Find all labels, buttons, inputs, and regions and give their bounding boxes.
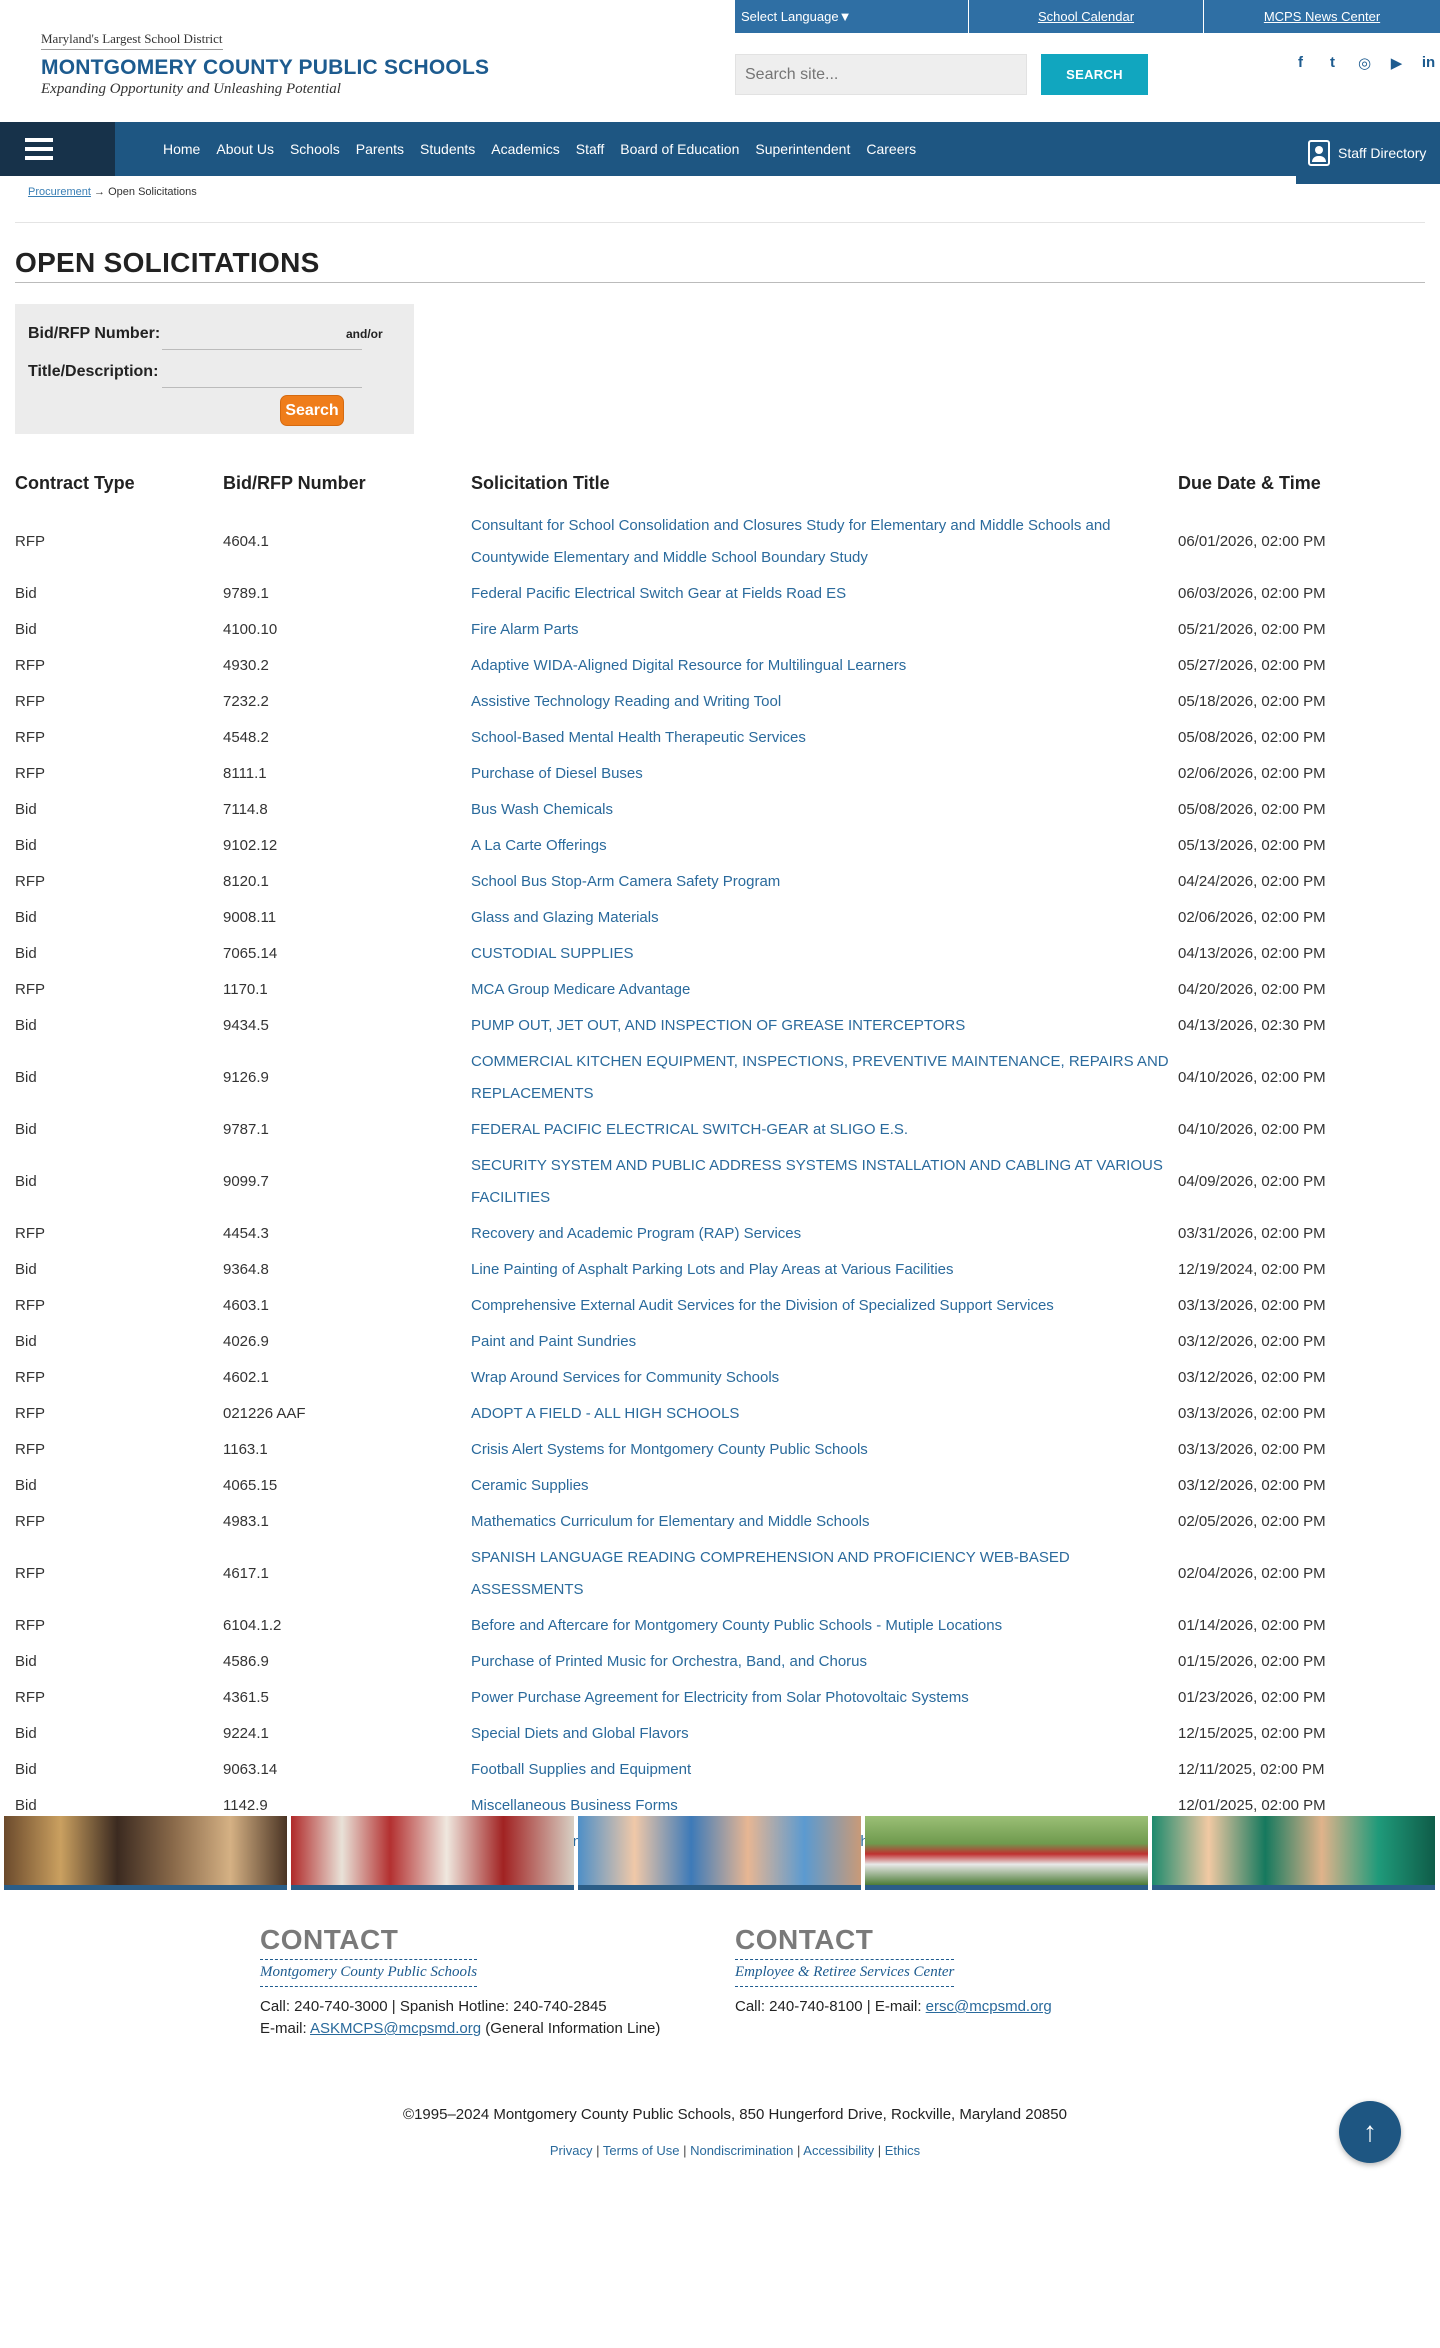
breadcrumb — [28, 186, 197, 198]
staff-directory-button[interactable] — [1296, 122, 1440, 184]
contract-type-cell: RFP — [15, 1441, 45, 1458]
logo-name: MONTGOMERY COUNTY PUBLIC SCHOOLS — [41, 56, 490, 79]
askmcps-email-link[interactable]: ASKMCPS@mcpsmd.org — [310, 2020, 482, 2037]
bid-number-cell: 7114.8 — [223, 801, 268, 818]
contract-type-cell: RFP — [15, 693, 45, 710]
bid-number-cell: 4930.2 — [223, 657, 269, 674]
contract-type-cell: RFP — [15, 981, 45, 998]
due-date-cell: 04/09/2026, 02:00 PM — [1178, 1173, 1326, 1190]
back-to-top-button[interactable] — [1339, 2101, 1401, 2163]
nav-schools[interactable]: Schools — [289, 141, 340, 157]
solicitations-table — [15, 458, 1425, 1860]
table-header-row — [15, 458, 1425, 508]
site-search-input[interactable] — [735, 54, 1027, 95]
title-description-input[interactable] — [162, 362, 362, 388]
due-date-cell: 04/24/2026, 02:00 PM — [1178, 873, 1326, 890]
due-date-cell: 04/13/2026, 02:00 PM — [1178, 945, 1326, 962]
table-row — [15, 1288, 1425, 1324]
due-date-cell: 02/05/2026, 02:00 PM — [1178, 1513, 1326, 1530]
contact-card-icon — [1308, 140, 1330, 166]
solicitation-title-text[interactable]: Bus Wash Chemicals — [471, 801, 613, 818]
social-links — [1292, 54, 1437, 72]
solicitation-title-text[interactable]: SECURITY SYSTEM AND PUBLIC ADDRESS SYSTEMS INSTALLATION AND CABLING AT VARIOUS FACILITIES — [471, 1157, 1163, 1206]
hamburger-icon — [25, 138, 53, 160]
solicitation-title-link[interactable] — [471, 828, 1178, 864]
solicitation-title-text[interactable]: Fire Alarm Parts — [471, 621, 579, 638]
nav-staff[interactable]: Staff — [575, 141, 605, 157]
kids-photo — [578, 1816, 861, 1890]
bid-number-cell: 1163.1 — [223, 1441, 268, 1458]
solicitation-title-text[interactable]: A La Carte Offerings — [471, 837, 607, 854]
contact-org-name: Employee & Retiree Services Center — [735, 1959, 954, 1987]
divider — [15, 222, 1425, 223]
contract-type-cell: Bid — [15, 801, 37, 818]
main-nav — [0, 122, 1440, 176]
bid-number-cell: 9126.9 — [223, 1069, 269, 1086]
solicitation-title-link[interactable] — [471, 1752, 1178, 1788]
contract-type-cell: Bid — [15, 1653, 37, 1670]
solicitation-title-link[interactable] — [471, 720, 1178, 756]
athletics-photo — [865, 1816, 1148, 1890]
nav-board-of-education[interactable]: Board of Education — [620, 141, 740, 157]
bid-number-cell: 4100.10 — [223, 621, 278, 638]
contact-org-name: Montgomery County Public Schools — [260, 1959, 477, 1987]
due-date-cell: 05/21/2026, 02:00 PM — [1178, 621, 1326, 638]
solicitation-title-text[interactable]: PUMP OUT, JET OUT, AND INSPECTION OF GREASE INTERCEPTORS — [471, 1017, 966, 1034]
contract-type-cell: RFP — [15, 1405, 45, 1422]
solicitation-title-text[interactable]: Power Purchase Agreement for Electricity from Solar Photovoltaic Systems — [471, 1689, 969, 1706]
bid-number-cell: 9224.1 — [223, 1725, 269, 1742]
contract-type-cell: RFP — [15, 1297, 45, 1314]
due-date-cell: 05/27/2026, 02:00 PM — [1178, 657, 1326, 674]
table-row — [15, 508, 1425, 576]
solicitation-title-text[interactable]: CUSTODIAL SUPPLIES — [471, 945, 634, 962]
solicitation-title-text[interactable]: Miscellaneous Business Forms — [471, 1797, 678, 1814]
bid-number-cell: 8120.1 — [223, 873, 269, 890]
table-row — [15, 1252, 1425, 1288]
table-row — [15, 1216, 1425, 1252]
bid-number-cell: 7232.2 — [223, 693, 269, 710]
contract-type-cell: Bid — [15, 1725, 37, 1742]
table-row — [15, 1324, 1425, 1360]
due-date-cell: 03/12/2026, 02:00 PM — [1178, 1369, 1326, 1386]
solicitation-title-text[interactable]: SPANISH LANGUAGE READING COMPREHENSION AND PROFICIENCY WEB-BASED ASSESSMENTS — [471, 1549, 1070, 1598]
due-date-cell: 04/10/2026, 02:00 PM — [1178, 1121, 1326, 1138]
table-row — [15, 1752, 1425, 1788]
fans-photo — [1152, 1816, 1435, 1890]
solicitation-title-text[interactable]: MCA Group Medicare Advantage — [471, 981, 691, 998]
table-row — [15, 828, 1425, 864]
due-date-cell: 05/08/2026, 02:00 PM — [1178, 729, 1326, 746]
bid-number-cell: 1142.9 — [223, 1797, 268, 1814]
due-date-cell: 03/12/2026, 02:00 PM — [1178, 1477, 1326, 1494]
bid-number-cell: 6104.1.2 — [223, 1617, 282, 1634]
bid-number-cell: 4604.1 — [223, 533, 269, 550]
mcps-logo[interactable] — [41, 30, 489, 98]
solicitation-title-link[interactable] — [471, 1044, 1178, 1112]
due-date-cell: 01/15/2026, 02:00 PM — [1178, 1653, 1326, 1670]
bid-number-cell: 1170.1 — [223, 981, 268, 998]
solicitation-title-text[interactable]: Comprehensive External Audit Services for the Division of Specialized Support Services — [471, 1297, 1054, 1314]
contact-phone: Call: 240-740-3000 | Spanish Hotline: 240-740-2845 — [260, 1998, 607, 2015]
table-row — [15, 1504, 1425, 1540]
bid-number-cell: 9789.1 — [223, 585, 269, 602]
solicitation-title-text[interactable]: Special Diets and Global Flavors — [471, 1725, 689, 1742]
nav-academics[interactable]: Academics — [491, 141, 560, 157]
photo-strip — [4, 1816, 1440, 1890]
breadcrumb-current: Open Solicitations — [108, 186, 197, 198]
bid-number-cell: 9364.8 — [223, 1261, 269, 1278]
legal-separator: | — [874, 2143, 885, 2158]
header-solicitation-title[interactable]: Solicitation Title — [471, 472, 610, 493]
solicitation-title-link[interactable] — [471, 1324, 1178, 1360]
nav-home[interactable]: Home — [163, 141, 201, 157]
solicitation-title-link[interactable] — [471, 900, 1178, 936]
solicitation-title-link[interactable] — [471, 1716, 1178, 1752]
solicitation-title-link[interactable] — [471, 1468, 1178, 1504]
solicitation-title-text[interactable]: Adaptive WIDA-Aligned Digital Resource for Multilingual Learners — [471, 657, 907, 674]
solicitation-title-link[interactable] — [471, 648, 1178, 684]
due-date-cell: 06/01/2026, 02:00 PM — [1178, 533, 1326, 550]
solicitation-title-text[interactable]: Purchase of Diesel Buses — [471, 765, 643, 782]
due-date-cell: 12/19/2024, 02:00 PM — [1178, 1261, 1326, 1278]
solicitation-title-text[interactable]: Assistive Technology Reading and Writing Tool — [471, 693, 782, 710]
solicitation-title-link[interactable] — [471, 972, 1178, 1008]
contract-type-cell: RFP — [15, 1369, 45, 1386]
table-row — [15, 1112, 1425, 1148]
solicitation-title-text[interactable]: Mathematics Curriculum for Elementary and Middle Schools — [471, 1513, 870, 1530]
due-date-cell: 04/13/2026, 02:30 PM — [1178, 1017, 1326, 1034]
due-date-cell: 01/14/2026, 02:00 PM — [1178, 1617, 1326, 1634]
due-date-cell: 05/13/2026, 02:00 PM — [1178, 837, 1326, 854]
due-date-cell: 12/01/2025, 02:00 PM — [1178, 1797, 1326, 1814]
nav-about-us[interactable]: About Us — [216, 141, 274, 157]
bid-number-cell: 4603.1 — [223, 1297, 269, 1314]
solicitation-title-text[interactable]: Before and Aftercare for Montgomery County Public Schools - Mutiple Locations — [471, 1617, 1003, 1634]
nav-superintendent[interactable]: Superintendent — [755, 141, 851, 157]
marching-band-photo — [291, 1816, 574, 1890]
bid-number-cell: 4361.5 — [223, 1689, 269, 1706]
table-row — [15, 720, 1425, 756]
header-bid-number[interactable]: Bid/RFP Number — [223, 472, 366, 493]
solicitation-title-link[interactable] — [471, 1008, 1178, 1044]
bid-number-label: Bid/RFP Number: — [28, 325, 161, 342]
solicitation-title-text[interactable]: Wrap Around Services for Community Schools — [471, 1369, 780, 1386]
privacy-link[interactable]: Privacy — [549, 2143, 593, 2158]
bid-number-cell: 9434.5 — [223, 1017, 269, 1034]
solicitation-title-text[interactable]: FEDERAL PACIFIC ELECTRICAL SWITCH-GEAR at SLIGO E.S. — [471, 1121, 909, 1138]
contract-type-cell: Bid — [15, 1173, 37, 1190]
due-date-cell: 01/23/2026, 02:00 PM — [1178, 1689, 1326, 1706]
breadcrumb-separator: → — [94, 186, 106, 198]
page-title: OPEN SOLICITATIONS — [15, 247, 320, 278]
breadcrumb-procurement-link[interactable]: Procurement — [28, 186, 91, 198]
contract-type-cell: RFP — [15, 873, 45, 890]
news-center-link[interactable]: MCPS News Center — [1204, 0, 1440, 33]
bid-number-cell: 4454.3 — [223, 1225, 269, 1242]
contract-type-cell: RFP — [15, 1225, 45, 1242]
title-underline — [15, 282, 1425, 283]
solicitation-title-text[interactable]: Federal Pacific Electrical Switch Gear at Fields Road ES — [471, 585, 847, 602]
bid-number-cell: 4026.9 — [223, 1333, 269, 1350]
solicitation-title-link[interactable] — [471, 612, 1178, 648]
due-date-cell: 05/18/2026, 02:00 PM — [1178, 693, 1326, 710]
table-row — [15, 684, 1425, 720]
contract-type-cell: Bid — [15, 621, 37, 638]
table-row — [15, 612, 1425, 648]
contact-heading: CONTACT — [260, 1924, 399, 1955]
solicitation-title-text[interactable]: Consultant for School Consolidation and Closures Study for Elementary and Middle Schools and Countywide Elementary and Middle School Boundary Study — [471, 517, 1111, 566]
bid-number-cell: 4548.2 — [223, 729, 269, 746]
contract-type-cell: RFP — [15, 533, 45, 550]
solicitation-title-text[interactable]: Recovery and Academic Program (RAP) Services — [471, 1225, 802, 1242]
solicitation-title-text[interactable]: School-Based Mental Health Therapeutic Services — [471, 729, 806, 746]
contract-type-cell: Bid — [15, 837, 37, 854]
solicitation-title-link[interactable] — [471, 1396, 1178, 1432]
due-date-cell: 12/11/2025, 02:00 PM — [1178, 1761, 1325, 1778]
solicitation-title-text[interactable]: Line Painting of Asphalt Parking Lots and Play Areas at Various Facilities — [471, 1261, 954, 1278]
solicitation-title-text[interactable]: Paint and Paint Sundries — [471, 1333, 637, 1350]
terms-link[interactable]: Terms of Use — [602, 2143, 680, 2158]
solicitation-title-link[interactable] — [471, 1540, 1178, 1608]
table-row — [15, 900, 1425, 936]
bid-number-cell: 4617.1 — [223, 1565, 269, 1582]
table-row — [15, 1044, 1425, 1112]
site-header — [0, 0, 1440, 122]
bid-number-cell: 4602.1 — [223, 1369, 269, 1386]
solicitation-filter-form — [15, 304, 414, 434]
solicitation-title-link[interactable] — [471, 1112, 1178, 1148]
solicitation-title-link[interactable] — [471, 508, 1178, 576]
solicitation-title-link[interactable] — [471, 1288, 1178, 1324]
accessibility-link[interactable]: Accessibility — [803, 2143, 875, 2158]
solicitation-title-link[interactable] — [471, 1216, 1178, 1252]
due-date-cell: 03/13/2026, 02:00 PM — [1178, 1405, 1326, 1422]
twitter-icon[interactable]: t — [1330, 54, 1335, 71]
due-date-cell: 04/10/2026, 02:00 PM — [1178, 1069, 1326, 1086]
email-suffix: (General Information Line) — [481, 2020, 661, 2037]
arrow-up-icon: ↑ — [1363, 2116, 1377, 2147]
table-row — [15, 1008, 1425, 1044]
hamburger-menu-button[interactable] — [0, 122, 115, 176]
contract-type-cell: Bid — [15, 1761, 37, 1778]
solicitation-title-text[interactable]: School Bus Stop-Arm Camera Safety Program — [471, 873, 781, 890]
table-row — [15, 972, 1425, 1008]
table-row — [15, 864, 1425, 900]
solicitation-title-text[interactable]: COMMERCIAL KITCHEN EQUIPMENT, INSPECTIONS, PREVENTIVE MAINTENANCE, REPAIRS AND REPLACEMENTS — [471, 1053, 1169, 1102]
youtube-icon[interactable]: ▶ — [1390, 55, 1403, 72]
solicitation-title-link[interactable] — [471, 1644, 1178, 1680]
school-calendar-link[interactable]: School Calendar — [969, 0, 1204, 33]
staff-directory-label: Staff Directory — [1338, 145, 1427, 161]
legal-separator: | — [592, 2143, 603, 2158]
table-row — [15, 648, 1425, 684]
due-date-cell: 06/03/2026, 02:00 PM — [1178, 585, 1326, 602]
instagram-icon[interactable]: ◎ — [1357, 55, 1372, 72]
linkedin-icon[interactable]: in — [1421, 54, 1436, 71]
solicitation-title-link[interactable] — [471, 936, 1178, 972]
table-row — [15, 1468, 1425, 1504]
contact-details — [735, 1996, 1052, 2018]
top-utility-bar — [735, 0, 1440, 33]
title-description-label: Title/Description: — [28, 363, 159, 380]
bid-number-cell: 9008.11 — [223, 909, 277, 926]
table-row — [15, 1608, 1425, 1644]
table-row — [15, 1360, 1425, 1396]
contract-type-cell: Bid — [15, 1121, 37, 1138]
solicitation-title-link[interactable] — [471, 1432, 1178, 1468]
filter-search-button[interactable]: Search — [280, 395, 344, 426]
legal-separator: | — [679, 2143, 691, 2158]
table-row — [15, 792, 1425, 828]
solicitation-title-link[interactable] — [471, 756, 1178, 792]
table-row — [15, 1148, 1425, 1216]
solicitation-title-link[interactable] — [471, 1504, 1178, 1540]
solicitation-title-text[interactable]: Football Supplies and Equipment — [471, 1761, 692, 1778]
solicitation-title-text[interactable]: Ceramic Supplies — [471, 1477, 589, 1494]
table-row — [15, 936, 1425, 972]
solicitation-title-link[interactable] — [471, 792, 1178, 828]
bid-number-cell: 7065.14 — [223, 945, 278, 962]
bid-number-cell: 4983.1 — [223, 1513, 269, 1530]
andor-label: and/or — [346, 327, 383, 341]
solicitation-title-text[interactable]: Glass and Glazing Materials — [471, 909, 659, 926]
solicitation-title-text[interactable]: Crisis Alert Systems for Montgomery County Public Schools — [471, 1441, 868, 1458]
table-row — [15, 576, 1425, 612]
ersc-email-link[interactable]: ersc@mcpsmd.org — [925, 1998, 1052, 2015]
solicitation-title-link[interactable] — [471, 864, 1178, 900]
due-date-cell: 03/31/2026, 02:00 PM — [1178, 1225, 1326, 1242]
logo-tagline: Maryland's Largest School District — [41, 31, 223, 50]
legal-separator: | — [793, 2143, 804, 2158]
contact-details — [260, 1996, 660, 2040]
contract-type-cell: Bid — [15, 1261, 37, 1278]
due-date-cell: 02/06/2026, 02:00 PM — [1178, 909, 1326, 926]
students-photo — [4, 1816, 287, 1890]
contract-type-cell: RFP — [15, 1689, 45, 1706]
due-date-cell: 02/04/2026, 02:00 PM — [1178, 1565, 1326, 1582]
due-date-cell: 03/13/2026, 02:00 PM — [1178, 1297, 1326, 1314]
due-date-cell: 04/20/2026, 02:00 PM — [1178, 981, 1326, 998]
copyright: ©1995–2024 Montgomery County Public Schools, 850 Hungerford Drive, Rockville, Maryland 20850 — [403, 2106, 1067, 2123]
contract-type-cell: Bid — [15, 1797, 37, 1814]
bid-number-cell: 021226 AAF — [223, 1405, 306, 1422]
nav-parents[interactable]: Parents — [355, 141, 405, 157]
bid-number-cell: 9102.12 — [223, 837, 278, 854]
due-date-cell: 05/08/2026, 02:00 PM — [1178, 801, 1326, 818]
nav-students[interactable]: Students — [420, 141, 476, 157]
table-row — [15, 1540, 1425, 1608]
solicitation-title-link[interactable] — [471, 1680, 1178, 1716]
table-row — [15, 1716, 1425, 1752]
solicitation-title-text[interactable]: ADOPT A FIELD - ALL HIGH SCHOOLS — [471, 1405, 740, 1422]
contract-type-cell: RFP — [15, 765, 45, 782]
due-date-cell: 03/13/2026, 02:00 PM — [1178, 1441, 1326, 1458]
table-row — [15, 756, 1425, 792]
solicitation-title-text[interactable]: Purchase of Printed Music for Orchestra, Band, and Chorus — [471, 1653, 868, 1670]
header-due-date[interactable]: Due Date & Time — [1178, 472, 1321, 493]
legal-links — [0, 2143, 1440, 2158]
contract-type-cell: Bid — [15, 1477, 37, 1494]
solicitation-title-link[interactable] — [471, 1608, 1178, 1644]
bid-number-cell: 9787.1 — [223, 1121, 269, 1138]
contract-type-cell: Bid — [15, 945, 37, 962]
bid-number-cell: 9099.7 — [223, 1173, 269, 1190]
contact-phone: Call: 240-740-8100 | E-mail: — [735, 1998, 926, 2015]
table-row — [15, 1680, 1425, 1716]
contract-type-cell: Bid — [15, 585, 37, 602]
bid-number-input[interactable] — [162, 324, 362, 350]
contract-type-cell: Bid — [15, 1017, 37, 1034]
email-prefix: E-mail: — [260, 2020, 311, 2037]
solicitation-title-link[interactable] — [471, 684, 1178, 720]
contract-type-cell: Bid — [15, 909, 37, 926]
solicitation-title-link[interactable] — [471, 1148, 1178, 1216]
nav-careers[interactable]: Careers — [866, 141, 917, 157]
solicitation-title-link[interactable] — [471, 576, 1178, 612]
contract-type-cell: RFP — [15, 1565, 45, 1582]
due-date-cell: 12/15/2025, 02:00 PM — [1178, 1725, 1326, 1742]
select-language-dropdown[interactable]: Select Language▼ — [735, 0, 969, 33]
nav-links — [163, 122, 932, 176]
contact-ersc — [735, 1924, 1052, 2018]
bid-number-cell: 8111.1 — [223, 765, 267, 782]
ethics-link[interactable]: Ethics — [884, 2143, 921, 2158]
bid-number-cell: 9063.14 — [223, 1761, 278, 1778]
contract-type-cell: Bid — [15, 1069, 37, 1086]
table-row — [15, 1432, 1425, 1468]
logo-motto: Expanding Opportunity and Unleashing Potential — [41, 81, 341, 97]
solicitation-title-link[interactable] — [471, 1252, 1178, 1288]
contact-heading: CONTACT — [735, 1924, 874, 1955]
contact-mcps — [260, 1924, 660, 2040]
due-date-cell: 03/12/2026, 02:00 PM — [1178, 1333, 1326, 1350]
contract-type-cell: RFP — [15, 1513, 45, 1530]
table-row — [15, 1396, 1425, 1432]
nondiscrimination-link[interactable]: Nondiscrimination — [690, 2143, 794, 2158]
due-date-cell: 02/06/2026, 02:00 PM — [1178, 765, 1326, 782]
contract-type-cell: Bid — [15, 1333, 37, 1350]
facebook-icon[interactable]: f — [1298, 54, 1303, 71]
site-search-button[interactable]: SEARCH — [1041, 54, 1148, 95]
contract-type-cell: RFP — [15, 1617, 45, 1634]
contract-type-cell: RFP — [15, 729, 45, 746]
header-contract-type[interactable]: Contract Type — [15, 472, 135, 493]
solicitation-title-link[interactable] — [471, 1360, 1178, 1396]
bid-number-cell: 4586.9 — [223, 1653, 269, 1670]
contract-type-cell: RFP — [15, 657, 45, 674]
bid-number-cell: 4065.15 — [223, 1477, 278, 1494]
table-row — [15, 1644, 1425, 1680]
